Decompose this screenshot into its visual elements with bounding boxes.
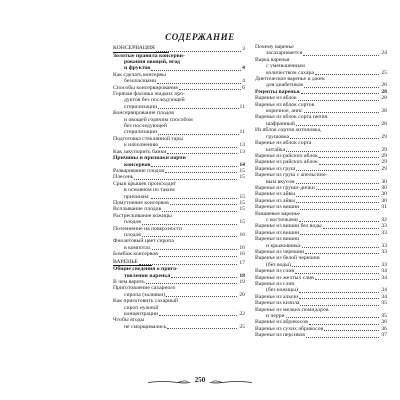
- toc-entry-text: Как сделать консервы: [113, 71, 166, 78]
- dot-leader: [296, 183, 387, 184]
- toc-entry-text: Варенье из кизила: [255, 300, 300, 307]
- toc-page-number: 15: [239, 174, 245, 181]
- toc-page-number: 28: [381, 120, 387, 127]
- toc-page-number: 35: [381, 313, 387, 320]
- toc-entry-text: Варенье из груш с апельсино-: [255, 172, 328, 179]
- toc-page-number: 17: [239, 259, 245, 266]
- toc-entry: [113, 285, 245, 298]
- toc-page-number: 15: [239, 199, 245, 206]
- toc-page-number: 3: [242, 46, 245, 53]
- dot-leader: [300, 234, 387, 235]
- toc-page-number: 29: [381, 146, 387, 153]
- toc-page-number: 22: [239, 311, 245, 318]
- toc-entry-text: Растрескивание кожицы: [113, 212, 172, 219]
- dot-leader: [301, 93, 387, 94]
- toc-entry-text: товлении варенья: [124, 272, 171, 279]
- toc-page-number: 15: [239, 193, 245, 200]
- toc-entry-text: Варенье из яблок: [255, 95, 297, 102]
- toc-page-number: 36: [381, 319, 387, 326]
- dot-leader: [179, 89, 245, 90]
- toc-page-number: 30: [381, 178, 387, 185]
- dot-leader: [292, 266, 387, 267]
- toc-entry-text: и черри: [266, 313, 285, 320]
- dot-leader: [151, 198, 245, 199]
- toc-entry-text: с косточками: [266, 216, 298, 223]
- toc-entry: [113, 238, 245, 251]
- toc-entry-text: дуктов без последующей: [124, 97, 185, 104]
- toc-entry-text: Рецепты варенья: [255, 88, 300, 95]
- ornament-left-icon: [148, 380, 190, 385]
- toc-entry: [255, 102, 387, 115]
- toc-entry-text: в компотах: [124, 244, 151, 251]
- toc-page-number: 13: [239, 148, 245, 155]
- toc-entry-text: Из яблок сортов антоновка,: [255, 127, 322, 134]
- dot-leader: [157, 83, 245, 84]
- toc-entry-text: шафранный: [266, 120, 295, 127]
- toc-entry-text: Почему варенье: [255, 44, 294, 50]
- toc-entry: [113, 72, 245, 85]
- toc-entry-text: засахаривается: [266, 50, 303, 57]
- toc-page-number: 4: [242, 65, 245, 72]
- dot-leader: [151, 166, 245, 167]
- toc-entry: [113, 226, 245, 239]
- toc-page-number: 15: [239, 219, 245, 226]
- toc-entry-text: Варенье из райских яблок: [255, 152, 318, 159]
- dot-leader: [134, 179, 245, 180]
- toc-entry-text: Варенье из алычи: [255, 293, 299, 300]
- dot-leader: [306, 337, 387, 338]
- page-footer: [0, 376, 400, 388]
- toc-entry-text: Разваривание плодов: [113, 167, 165, 174]
- toc-entry-text: Варенье из вишни: [255, 204, 300, 211]
- toc-page-number: 29: [381, 152, 387, 159]
- toc-entry-text: без последующей: [124, 123, 167, 130]
- toc-entry: [255, 57, 387, 76]
- toc-page-number: 18: [239, 272, 245, 279]
- toc-entry-text: Варенье из яблок сорта: [255, 140, 312, 147]
- toc-page-number: 24: [381, 50, 387, 57]
- dot-leader: [296, 202, 387, 203]
- toc-entry: [113, 45, 245, 52]
- toc-page-number: 13: [239, 142, 245, 149]
- toc-page-number: 36: [381, 325, 387, 332]
- toc-page-number: 26: [381, 82, 387, 89]
- toc-page-number: 30: [381, 197, 387, 204]
- toc-entry-text: КОНСЕРВАЦИЯ: [113, 45, 169, 52]
- toc-page-number: 16: [239, 244, 245, 251]
- toc-entry-text: и овощей горячим способом: [124, 116, 193, 123]
- toc-page-number: 30: [381, 184, 387, 191]
- toc-entry-text: Варенье из груши-дички: [255, 184, 315, 191]
- toc-entry-text: концентрации: [124, 311, 159, 318]
- toc-page-number: 16: [239, 231, 245, 238]
- toc-page-number: 34: [381, 274, 387, 281]
- dot-leader: [290, 138, 387, 139]
- toc-entry-text: В чем варить: [113, 279, 145, 285]
- toc-entry-text: Варенье из сухих абрикосов: [255, 325, 324, 332]
- toc-entry-text: грушовка: [266, 133, 290, 140]
- toc-entry-text: Варенье из вишни: [255, 229, 300, 236]
- toc-entry-text: плодов: [124, 231, 141, 238]
- toc-entry-text: Причины и признаки порчи: [113, 155, 186, 162]
- dot-leader: [156, 51, 245, 52]
- toc-entry-text: Подготовка стеклянной тары: [113, 135, 184, 142]
- toc-entry: [255, 172, 387, 185]
- toc-page-number: 32: [381, 216, 387, 223]
- toc-page-number: 33: [381, 223, 387, 230]
- toc-entry: [113, 155, 245, 168]
- toc-entry: [113, 298, 245, 317]
- toc-entry-text: Варенье из яблок сорта пепин: [255, 114, 328, 121]
- toc-entry-text: сиропа (заливки): [124, 291, 166, 298]
- toc-entry-text: коричное, анис: [266, 108, 303, 115]
- toc-entry-text: Диетическое варенье и джем: [255, 76, 325, 83]
- toc-entry-text: к наполнению: [124, 142, 159, 149]
- dot-leader: [315, 279, 387, 280]
- toc-entry-text: китайка: [266, 146, 286, 153]
- dot-leader: [158, 134, 245, 135]
- dot-leader: [300, 209, 387, 210]
- dot-leader: [309, 324, 387, 325]
- toc-page-number: 11: [239, 103, 245, 110]
- toc-page-number: 33: [381, 261, 387, 268]
- toc-page-number: 29: [381, 165, 387, 172]
- toc-page-number: 34: [381, 293, 387, 300]
- toc-entry-text: Золотые правила консерви-: [113, 52, 185, 59]
- dot-leader: [304, 87, 387, 88]
- toc-entry-text: плодов: [124, 219, 141, 226]
- toc-entry: [255, 44, 387, 57]
- toc-entry: [255, 127, 387, 140]
- dot-leader: [158, 108, 245, 109]
- toc-page-number: 28: [381, 88, 387, 95]
- toc-entry-text: и фруктов: [124, 65, 151, 72]
- toc-page-number: 28: [381, 108, 387, 115]
- toc-entry-text: Варенье из райских яблок: [255, 159, 318, 166]
- dot-leader: [315, 74, 387, 75]
- toc-entry-text: Консервирование плодов: [113, 110, 174, 117]
- dot-leader: [159, 315, 245, 316]
- dot-leader: [171, 277, 245, 278]
- toc-entry: [113, 251, 245, 257]
- toc-entry-text: Всплывание плодов: [113, 206, 162, 213]
- toc-entry-text: безопасными: [124, 78, 157, 85]
- toc-entry: [255, 76, 387, 89]
- toc-entry-text: сироп нужной: [124, 304, 159, 311]
- toc-page-number: 29: [381, 133, 387, 140]
- toc-entry-text: Срыв крышек происходит: [113, 180, 177, 187]
- toc-page-number: 16: [239, 251, 245, 258]
- toc-entry-text: Чтобы ягоды: [113, 317, 145, 324]
- toc-page-number: 37: [381, 332, 387, 339]
- toc-entry: [255, 332, 387, 338]
- dot-leader: [303, 55, 387, 56]
- toc-entry: [113, 181, 245, 200]
- toc-entry: [113, 110, 245, 136]
- toc-page-number: 20: [239, 291, 245, 298]
- toc-entry: [113, 53, 245, 72]
- toc-entry-text: Варенье из белой черешни: [255, 255, 320, 262]
- dot-leader: [300, 305, 387, 306]
- toc-entry: [113, 266, 245, 279]
- toc-entry-text: Варенье из яблок сортов: [255, 101, 315, 108]
- toc-entry-text: (без кожицы): [266, 287, 298, 294]
- toc-page-number: 28: [381, 95, 387, 102]
- toc-entry-text: Варенье из вишни без воды: [255, 223, 322, 230]
- toc-page-number: 30: [381, 191, 387, 198]
- dot-leader: [296, 196, 387, 197]
- toc-entry-text: ВАРЕНЬЕ: [113, 259, 152, 266]
- toc-entry: [113, 91, 245, 110]
- toc-entry: [255, 307, 387, 320]
- dot-leader: [162, 211, 245, 212]
- dot-leader: [146, 283, 245, 284]
- toc-entry: [113, 317, 245, 330]
- dot-leader: [159, 256, 245, 257]
- dot-leader: [295, 273, 387, 274]
- toc-page-number: 29: [381, 159, 387, 166]
- toc-page-number: 14: [239, 161, 245, 168]
- toc-page-number: 25: [239, 323, 245, 330]
- dot-leader: [170, 204, 245, 205]
- dot-leader: [316, 189, 387, 190]
- page-title: СОДЕРЖАНИЕ: [165, 32, 235, 42]
- toc-entry: [255, 140, 387, 153]
- toc-entry: [113, 213, 245, 226]
- toc-page-number: 11: [239, 129, 245, 136]
- toc-column-left: [113, 44, 245, 330]
- dot-leader: [299, 298, 387, 299]
- dot-leader: [302, 247, 388, 248]
- toc-column-right: [255, 44, 387, 339]
- toc-page-number: 15: [239, 206, 245, 213]
- toc-entry-text: с уменьшенным: [266, 63, 305, 70]
- page-number: 250: [194, 376, 206, 384]
- toc-entry-text: не сморщивались: [124, 323, 167, 330]
- toc-page-number: 33: [381, 249, 387, 255]
- toc-entry-text: и крыжовника: [266, 242, 301, 249]
- toc-entry-text: Варенье из абрикосов: [255, 319, 308, 326]
- toc-entry-text: Варенье из черешни: [255, 249, 305, 255]
- dot-leader: [167, 328, 245, 329]
- toc-entry-text: Варка варенья: [255, 56, 290, 63]
- toc-entry-text: Вишневое варенье: [255, 210, 300, 217]
- toc-entry-text: Варенье из слив: [255, 268, 295, 275]
- toc-entry-text: Варенье из слив: [255, 281, 295, 288]
- toc-entry-text: в основном по таким: [124, 187, 175, 194]
- toc-entry-text: для диабетиков: [266, 82, 304, 89]
- toc-entry-text: (без воды): [266, 261, 291, 268]
- dot-leader: [324, 330, 387, 331]
- dot-leader: [166, 296, 245, 297]
- dot-leader: [159, 147, 245, 148]
- toc-page-number: 19: [239, 279, 245, 285]
- dot-leader: [319, 157, 387, 158]
- dot-leader: [165, 172, 245, 173]
- dot-leader: [298, 100, 387, 101]
- toc-entry-text: Как приготовить сахарный: [113, 298, 178, 305]
- toc-entry: [255, 255, 387, 268]
- dot-leader: [151, 70, 245, 71]
- toc-page-number: 4: [242, 78, 245, 85]
- toc-entry-text: стерилизации: [124, 129, 158, 136]
- toc-entry-text: Варенье из айвы: [255, 197, 296, 204]
- toc-entry-text: рования овощей, ягод: [124, 59, 180, 65]
- toc-entry-text: Способы консервирования: [113, 84, 178, 91]
- toc-page-number: 31: [381, 204, 387, 211]
- toc-entry-text: Варенье из айвы: [255, 191, 296, 198]
- toc-entry-text: причинам:: [124, 193, 150, 200]
- toc-page-number: 15: [239, 167, 245, 174]
- dot-leader: [296, 170, 387, 171]
- dot-leader: [299, 292, 387, 293]
- toc-page-number: 33: [381, 229, 387, 236]
- toc-entry-text: вым вкусом: [266, 178, 295, 185]
- toc-entry-text: Как закупорить банки: [113, 148, 167, 155]
- toc-page-number: 34: [381, 268, 387, 275]
- toc-entry: [113, 136, 245, 149]
- toc-entry-text: Горячая фасовка жидких про-: [113, 91, 185, 98]
- dot-leader: [323, 228, 387, 229]
- toc-entry: [255, 236, 387, 249]
- toc-entry-text: Помутнение консервов: [113, 199, 169, 206]
- ornament-right-icon: [210, 380, 252, 385]
- toc-page-number: 34: [381, 287, 387, 294]
- toc-entry-text: Общие сведения о приго-: [113, 266, 178, 273]
- toc-entry-text: Плесень: [113, 174, 134, 181]
- toc-entry: [255, 211, 387, 224]
- toc-entry-text: Потемнение на поверхности: [113, 225, 182, 232]
- toc-entry: [255, 281, 387, 294]
- dot-leader: [167, 153, 245, 154]
- toc-entry-text: Варенье из желтых слив: [255, 274, 314, 281]
- toc-entry: [255, 114, 387, 127]
- toc-entry-text: Приготовление сахарного: [113, 285, 176, 292]
- toc-entry-text: Варенье из персиков: [255, 332, 305, 339]
- dot-leader: [142, 224, 245, 225]
- toc-page-number: 6: [242, 84, 245, 91]
- toc-entry-text: Варенье из мелких помидоров: [255, 306, 329, 313]
- toc-page-number: 33: [381, 242, 387, 249]
- toc-entry-text: Варенье из груш: [255, 165, 296, 172]
- toc-page-number: 25: [381, 69, 387, 76]
- toc-entry-text: Бомбаж консервов: [113, 251, 158, 258]
- toc-entry-text: количеством сахара: [266, 69, 314, 76]
- toc-entry-text: Фиолетовый цвет сиропа: [113, 238, 174, 245]
- toc-entry-text: Варенье из вишни: [255, 236, 300, 243]
- dot-leader: [152, 249, 245, 250]
- toc-page-number: 35: [381, 300, 387, 307]
- dot-leader: [286, 151, 387, 152]
- dot-leader: [319, 164, 387, 165]
- toc-entry-text: стерилизации: [124, 103, 158, 110]
- toc-entry-text: консервов: [124, 161, 151, 168]
